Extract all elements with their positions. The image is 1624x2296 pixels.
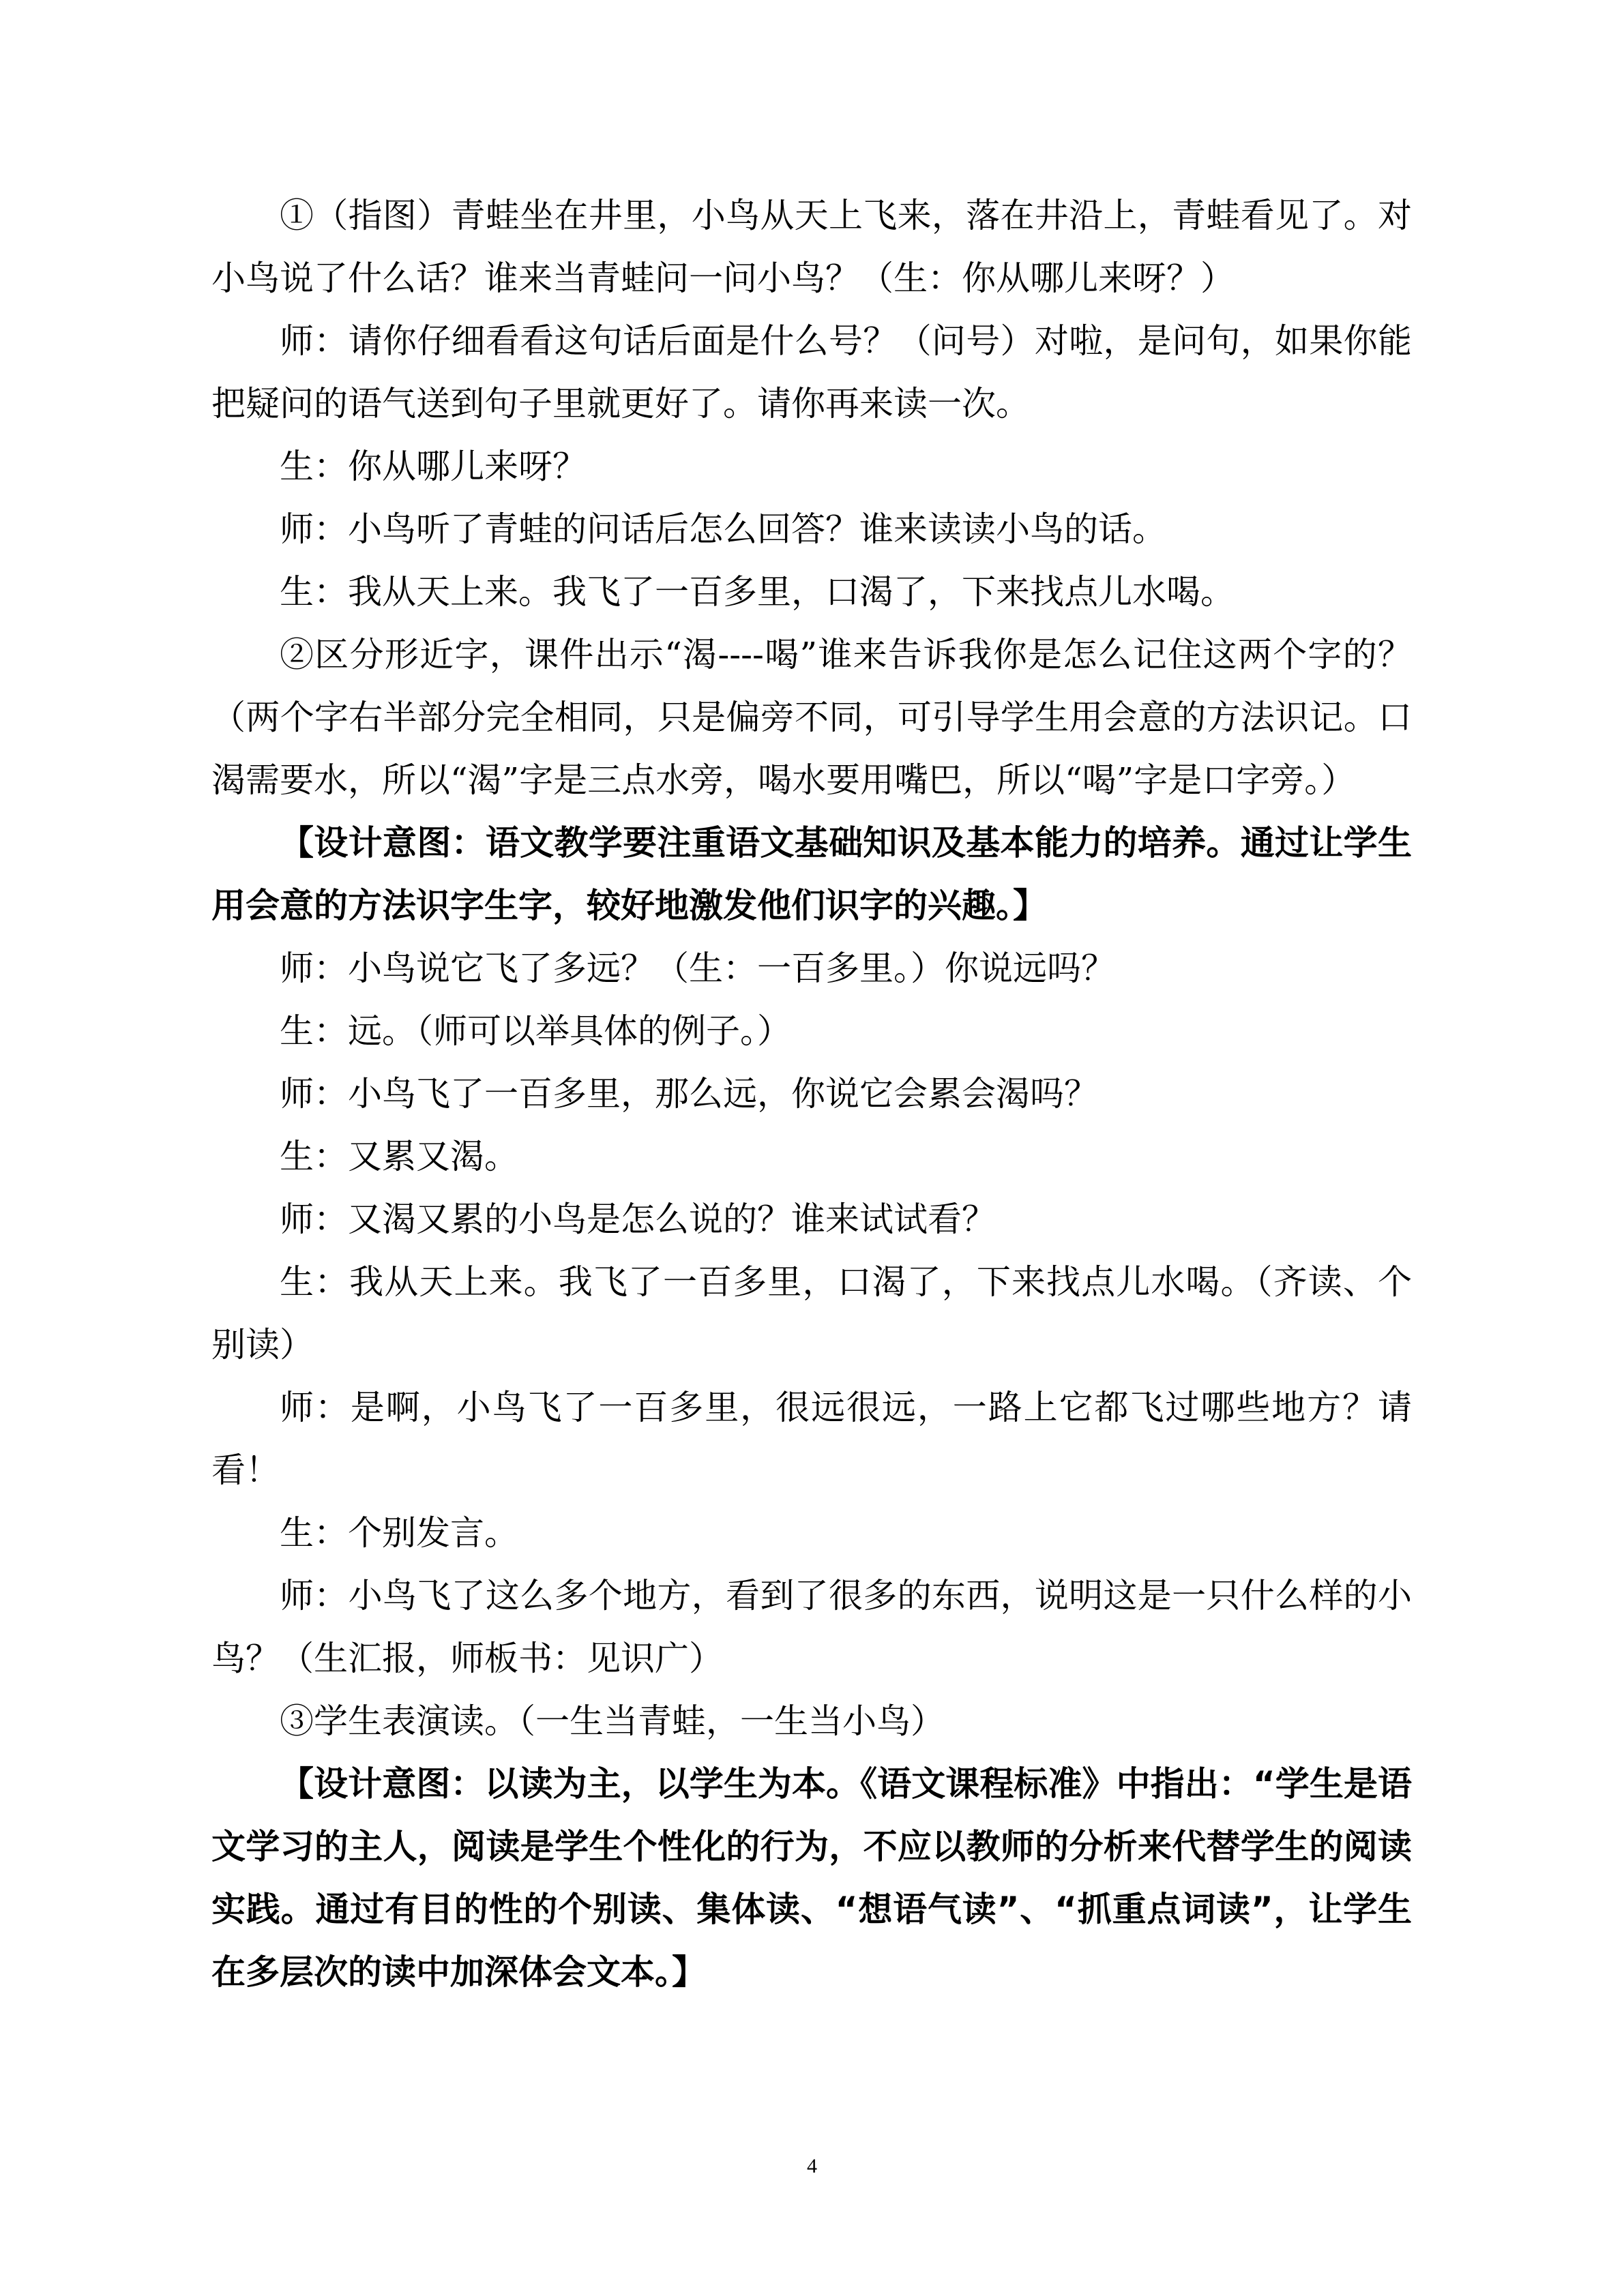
paragraph: 师：又渴又累的小鸟是怎么说的？谁来试试看？: [280, 1199, 996, 1239]
paragraph: 师：请你仔细看看这句话后面是什么号？（问号）对啦，是问句，如果你能把疑问的语气送到句子里就更好了。请你再来读一次。: [211, 321, 1412, 423]
paragraph: 师：小鸟飞了这么多个地方，看到了很多的东西，说明这是一只什么样的小鸟？（生汇报，师板书：见识广）: [211, 1576, 1412, 1678]
document-body: [211, 184, 1412, 2003]
paragraph: 师：小鸟听了青蛙的问话后怎么回答？谁来读读小鸟的话。: [280, 509, 1166, 549]
paragraph: ③学生表演读。（一生当青蛙，一生当小鸟）: [280, 1701, 945, 1741]
paragraph: 生：远。（师可以举具体的例子。）: [280, 1011, 791, 1051]
paragraph: 师：是啊，小鸟飞了一百多里，很远很远，一路上它都飞过哪些地方？请看！: [211, 1388, 1412, 1490]
paragraph: 生：我从天上来。我飞了一百多里，口渴了，下来找点儿水喝。（齐读、个别读）: [211, 1262, 1412, 1365]
paragraph: 师：小鸟飞了一百多里，那么远，你说它会累会渴吗？: [280, 1074, 1098, 1114]
paragraph: 生：又累又渴。: [280, 1137, 518, 1176]
design-intent-note: 【设计意图：以读为主，以学生为本。《语文课程标准》中指出：“学生是语文学习的主人，阅读是学生个性化的行为，不应以教师的分析来代替学生的阅读实践。通过有目的性的个别读、集体读、“想语气读”、“抓重点词读”，让学生在多层次的读中加深体会文本。】: [211, 1764, 1412, 1992]
paragraph: 生：个别发言。: [280, 1513, 518, 1553]
design-intent-note: 【设计意图：语文教学要注重语文基础知识及基本能力的培养。通过让学生用会意的方法识字生字，较好地激发他们识字的兴趣。】: [211, 823, 1412, 925]
paragraph: ①（指图）青蛙坐在井里，小鸟从天上飞来，落在井沿上，青蛙看见了。对小鸟说了什么话？谁来当青蛙问一问小鸟？（生：你从哪儿来呀？）: [211, 196, 1412, 298]
paragraph: 生：你从哪儿来呀？: [280, 447, 587, 486]
paragraph: 生：我从天上来。我飞了一百多里，口渴了，下来找点儿水喝。: [280, 572, 1235, 612]
paragraph: ②区分形近字，课件出示“渴----喝”谁来告诉我你是怎么记住这两个字的？（两个字右半部分完全相同，只是偏旁不同，可引导学生用会意的方法识记。口渴需要水，所以“渴”字是三点水旁，喝水要用嘴巴，所以“喝”字是口字旁。）: [211, 635, 1412, 800]
paragraph: 师：小鸟说它飞了多远？（生：一百多里。）你说远吗？: [280, 949, 1115, 988]
page-number: 4: [807, 2155, 817, 2177]
